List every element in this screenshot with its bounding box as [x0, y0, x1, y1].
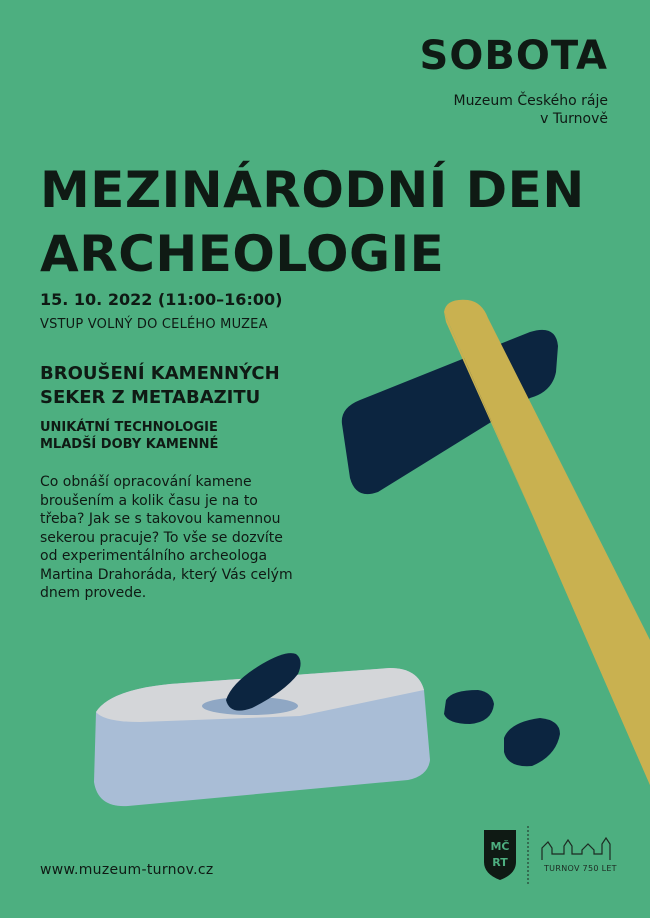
pebble-1: [444, 690, 494, 724]
program-subtitle: [40, 362, 340, 410]
description-line: Co obnáší opracování kamene: [40, 474, 252, 490]
mcrt-logo: [484, 830, 516, 880]
website-link[interactable]: www.muzeum-turnov.cz: [40, 862, 214, 878]
pebble-2: [504, 718, 560, 766]
description-line: třeba? Jak se s takovou kamennou: [40, 511, 281, 527]
program-description: [40, 473, 315, 603]
program-tagline: [40, 419, 300, 453]
partner-logos: [478, 822, 618, 886]
mcrt-logo-top: MČ: [490, 840, 510, 853]
venue-line: Muzeum Českého ráje: [453, 93, 608, 109]
venue-line: v Turnově: [540, 111, 608, 127]
description-line: Martina Drahoráda, který Vás celým: [40, 566, 293, 583]
entry-info: VSTUP VOLNÝ DO CELÉHO MUZEA: [40, 317, 268, 332]
description-line: sekerou pracuje? To vše se dozvíte: [40, 529, 283, 546]
event-date-time: 15. 10. 2022 (11:00–16:00): [40, 290, 283, 309]
mcrt-logo-bottom: RT: [492, 856, 508, 869]
turnov-750-logo-text: TURNOV 750 LET: [544, 864, 617, 873]
tagline-line: UNIKÁTNÍ TECHNOLOGIE: [40, 420, 218, 435]
subtitle-line: SEKER Z METABAZITU: [40, 387, 261, 408]
description-line: broušením a kolik času je na to: [40, 492, 258, 509]
event-title: [40, 158, 585, 286]
description-line: dnem provede.: [40, 585, 147, 601]
description-line: od experimentálního archeologa: [40, 548, 268, 564]
title-line: ARCHEOLOGIE: [40, 225, 445, 283]
event-day: SOBOTA: [419, 33, 608, 79]
tagline-line: MLADŠÍ DOBY KAMENNÉ: [40, 437, 219, 452]
subtitle-line: BROUŠENÍ KAMENNÝCH: [40, 363, 280, 384]
title-line: MEZINÁRODNÍ DEN: [40, 161, 585, 219]
venue: [453, 92, 608, 128]
turnov-skyline-icon: [542, 838, 610, 860]
